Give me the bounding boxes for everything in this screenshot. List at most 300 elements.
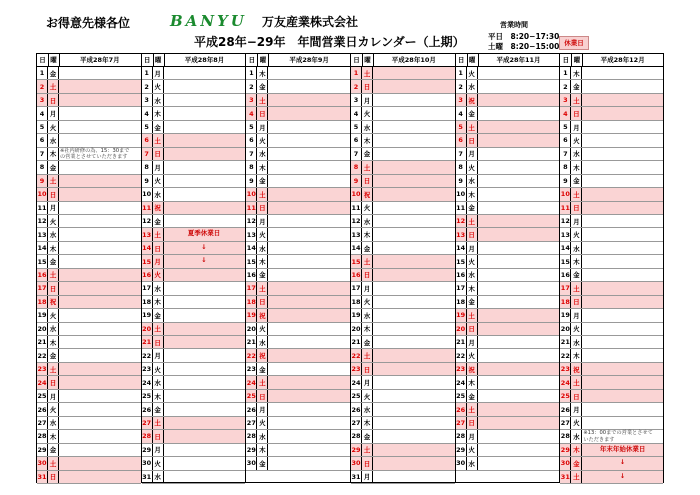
year-end-holiday-arrow: ↓ bbox=[619, 458, 626, 467]
day-note-cell bbox=[164, 471, 246, 483]
day-row bbox=[246, 255, 350, 268]
day-number: 15 bbox=[246, 255, 257, 267]
december-note: ※13：00までの営業とさせて いただきます bbox=[583, 430, 653, 443]
day-number: 8 bbox=[560, 161, 571, 173]
day-note-cell bbox=[478, 107, 560, 119]
day-note-cell bbox=[478, 255, 560, 267]
weekday: 水 bbox=[571, 336, 582, 348]
day-note-cell bbox=[268, 134, 350, 146]
weekday: 月 bbox=[153, 444, 164, 456]
weekday: 日 bbox=[467, 134, 478, 146]
day-row bbox=[142, 67, 246, 80]
holiday-row bbox=[37, 188, 141, 201]
day-row bbox=[560, 121, 663, 134]
day-note-cell bbox=[268, 417, 350, 429]
day-row bbox=[351, 282, 455, 295]
day-note-cell bbox=[582, 175, 663, 187]
weekday: 水 bbox=[467, 457, 478, 469]
day-note-cell bbox=[164, 296, 246, 308]
weekday: 火 bbox=[571, 228, 582, 240]
holiday-row bbox=[560, 363, 663, 376]
weekday: 日 bbox=[48, 376, 59, 388]
day-row bbox=[456, 255, 560, 268]
weekday: 水 bbox=[362, 121, 373, 133]
day-note-cell bbox=[373, 430, 455, 442]
holiday-row bbox=[351, 255, 455, 268]
day-note-cell bbox=[478, 309, 560, 321]
holiday-row bbox=[37, 282, 141, 295]
holiday-row bbox=[246, 349, 350, 362]
holiday-row bbox=[351, 188, 455, 201]
day-row bbox=[456, 296, 560, 309]
day-row bbox=[351, 94, 455, 107]
day-number: 28 bbox=[37, 430, 48, 442]
day-note-cell bbox=[582, 255, 663, 267]
weekday: 木 bbox=[467, 376, 478, 388]
day-row bbox=[37, 242, 141, 255]
day-row bbox=[246, 242, 350, 255]
weekday: 木 bbox=[362, 417, 373, 429]
day-number: 6 bbox=[456, 134, 467, 146]
weekday: 日 bbox=[257, 202, 268, 214]
day-note-cell bbox=[164, 417, 246, 429]
weekday: 土 bbox=[153, 323, 164, 335]
month-header bbox=[246, 54, 350, 67]
weekday: 木 bbox=[362, 228, 373, 240]
day-note-cell bbox=[582, 161, 663, 173]
weekday: 金 bbox=[153, 309, 164, 321]
day-note-cell bbox=[268, 323, 350, 335]
day-note-cell bbox=[164, 188, 246, 200]
weekday: 日 bbox=[257, 107, 268, 119]
weekday: 水 bbox=[362, 215, 373, 227]
day-note-cell bbox=[268, 242, 350, 254]
day-row bbox=[560, 323, 663, 336]
day-row bbox=[142, 80, 246, 93]
month-header bbox=[351, 54, 455, 67]
holiday-row bbox=[456, 323, 560, 336]
day-number: 26 bbox=[142, 403, 153, 415]
weekday: 月 bbox=[362, 376, 373, 388]
day-number: 13 bbox=[37, 228, 48, 240]
holiday-row bbox=[37, 296, 141, 309]
weekday: 木 bbox=[571, 349, 582, 361]
day-note-cell bbox=[582, 269, 663, 281]
month-title: 平成28年12月 bbox=[600, 56, 645, 64]
day-number: 6 bbox=[37, 134, 48, 146]
weekday: 土 bbox=[571, 94, 582, 106]
day-row bbox=[246, 444, 350, 457]
day-number: 24 bbox=[560, 376, 571, 388]
day-note-cell bbox=[478, 121, 560, 133]
weekday: 火 bbox=[153, 269, 164, 281]
day-note-cell bbox=[478, 242, 560, 254]
day-number: 17 bbox=[142, 282, 153, 294]
day-note-cell bbox=[582, 148, 663, 160]
holiday-row bbox=[37, 269, 141, 282]
day-number: 26 bbox=[351, 403, 362, 415]
day-row bbox=[456, 107, 560, 120]
day-number: 1 bbox=[142, 67, 153, 79]
day-number: 19 bbox=[37, 309, 48, 321]
day-row bbox=[351, 202, 455, 215]
day-number: 6 bbox=[142, 134, 153, 146]
weekday: 金 bbox=[48, 255, 59, 267]
day-note-cell bbox=[164, 107, 246, 119]
day-note-cell bbox=[268, 161, 350, 173]
day-note-cell bbox=[582, 403, 663, 415]
day-number: 12 bbox=[142, 215, 153, 227]
day-note-cell bbox=[59, 390, 141, 402]
day-row bbox=[37, 107, 141, 120]
weekday: 日 bbox=[257, 390, 268, 402]
day-number: 11 bbox=[351, 202, 362, 214]
day-number: 29 bbox=[246, 444, 257, 456]
weekday: 金 bbox=[257, 80, 268, 92]
day-number: 24 bbox=[351, 376, 362, 388]
day-number: 2 bbox=[37, 80, 48, 92]
day-row bbox=[456, 282, 560, 295]
day-number: 7 bbox=[456, 148, 467, 160]
day-number: 5 bbox=[246, 121, 257, 133]
day-number: 1 bbox=[37, 67, 48, 79]
day-note-cell bbox=[268, 202, 350, 214]
day-number: 27 bbox=[351, 417, 362, 429]
day-row bbox=[560, 349, 663, 362]
weekday: 水 bbox=[362, 309, 373, 321]
day-note-cell bbox=[268, 457, 350, 469]
day-note-cell bbox=[59, 430, 141, 442]
day-row bbox=[351, 376, 455, 389]
calendar-grid bbox=[36, 53, 664, 483]
day-row bbox=[456, 80, 560, 93]
day-note-cell bbox=[373, 202, 455, 214]
day-note-cell bbox=[164, 67, 246, 79]
month-column bbox=[141, 53, 247, 483]
month-header bbox=[456, 54, 560, 67]
day-row bbox=[37, 323, 141, 336]
weekday: 木 bbox=[153, 390, 164, 402]
day-note-cell bbox=[164, 202, 246, 214]
weekday: 火 bbox=[48, 403, 59, 415]
day-note-cell bbox=[373, 121, 455, 133]
day-note-cell bbox=[59, 67, 141, 79]
day-note-cell bbox=[582, 80, 663, 92]
weekday: 火 bbox=[467, 444, 478, 456]
day-row bbox=[456, 67, 560, 80]
holiday-row bbox=[37, 94, 141, 107]
day-row bbox=[142, 94, 246, 107]
day-row bbox=[37, 309, 141, 322]
day-number: 13 bbox=[142, 228, 153, 240]
day-note-cell bbox=[268, 403, 350, 415]
weekday: 土 bbox=[257, 94, 268, 106]
day-note-cell bbox=[478, 161, 560, 173]
day-row bbox=[456, 188, 560, 201]
day-number: 23 bbox=[351, 363, 362, 375]
weekday: 土 bbox=[467, 403, 478, 415]
day-row bbox=[37, 349, 141, 362]
weekday: 木 bbox=[153, 107, 164, 119]
weekday: 日 bbox=[48, 188, 59, 200]
july-note: ※社内研修の為、15：30まで の営業とさせていただきます bbox=[60, 147, 130, 161]
day-note-cell bbox=[582, 282, 663, 294]
weekday: 土 bbox=[362, 67, 373, 79]
day-note-cell bbox=[59, 323, 141, 335]
day-row bbox=[456, 269, 560, 282]
weekday: 金 bbox=[571, 457, 582, 469]
day-number: 7 bbox=[142, 148, 153, 160]
day-note-cell bbox=[373, 215, 455, 227]
day-number: 29 bbox=[142, 444, 153, 456]
weekday: 水 bbox=[571, 242, 582, 254]
day-number: 3 bbox=[456, 94, 467, 106]
day-number: 16 bbox=[456, 269, 467, 281]
day-row bbox=[351, 215, 455, 228]
day-note-cell bbox=[582, 349, 663, 361]
day-number: 20 bbox=[37, 323, 48, 335]
weekday: 月 bbox=[571, 121, 582, 133]
month-title: 平成28年11月 bbox=[496, 56, 541, 64]
day-row bbox=[246, 457, 350, 470]
day-row bbox=[560, 269, 663, 282]
day-number: 21 bbox=[37, 336, 48, 348]
weekday: 火 bbox=[571, 417, 582, 429]
weekday: 土 bbox=[48, 269, 59, 281]
holiday-row bbox=[142, 202, 246, 215]
weekday: 金 bbox=[257, 457, 268, 469]
day-note-cell bbox=[164, 336, 246, 348]
page-title: 平成28年−29年 年間営業日カレンダー（上期） bbox=[194, 35, 465, 49]
weekday: 日 bbox=[571, 296, 582, 308]
month-column bbox=[559, 53, 664, 483]
day-row bbox=[246, 121, 350, 134]
day-number: 8 bbox=[142, 161, 153, 173]
day-note-cell bbox=[268, 228, 350, 240]
day-row bbox=[142, 161, 246, 174]
day-row bbox=[142, 376, 246, 389]
day-number: 2 bbox=[142, 80, 153, 92]
day-row bbox=[246, 403, 350, 416]
day-row bbox=[456, 175, 560, 188]
weekday: 金 bbox=[571, 80, 582, 92]
day-note-cell bbox=[164, 121, 246, 133]
day-note-cell bbox=[268, 363, 350, 375]
holiday-row bbox=[246, 107, 350, 120]
weekday-column-header: 曜 bbox=[153, 54, 165, 66]
weekday: 水 bbox=[571, 430, 582, 442]
day-number: 6 bbox=[246, 134, 257, 146]
day-note-cell bbox=[164, 444, 246, 456]
day-note-cell bbox=[373, 282, 455, 294]
day-note-cell bbox=[59, 107, 141, 119]
day-note-cell bbox=[373, 323, 455, 335]
day-number: 20 bbox=[560, 323, 571, 335]
holiday-row bbox=[560, 376, 663, 389]
weekday: 火 bbox=[257, 228, 268, 240]
day-number: 12 bbox=[456, 215, 467, 227]
day-note-cell bbox=[373, 376, 455, 388]
day-number: 18 bbox=[351, 296, 362, 308]
day-row bbox=[560, 228, 663, 241]
holiday-row bbox=[142, 134, 246, 147]
weekday: 火 bbox=[48, 121, 59, 133]
day-row bbox=[351, 403, 455, 416]
day-note-cell bbox=[478, 457, 560, 469]
day-note-cell bbox=[59, 161, 141, 173]
day-number: 15 bbox=[351, 255, 362, 267]
day-note-cell bbox=[373, 403, 455, 415]
day-number: 28 bbox=[456, 430, 467, 442]
day-note-cell bbox=[582, 94, 663, 106]
holiday-row bbox=[351, 444, 455, 457]
weekday: 水 bbox=[48, 417, 59, 429]
weekday: 火 bbox=[362, 296, 373, 308]
day-number: 16 bbox=[37, 269, 48, 281]
day-number: 17 bbox=[456, 282, 467, 294]
weekday: 土 bbox=[48, 457, 59, 469]
weekday: 日 bbox=[362, 175, 373, 187]
weekday: 木 bbox=[48, 148, 59, 160]
day-number: 23 bbox=[37, 363, 48, 375]
day-number: 12 bbox=[351, 215, 362, 227]
day-note-cell bbox=[582, 121, 663, 133]
day-number: 18 bbox=[142, 296, 153, 308]
day-number: 11 bbox=[560, 202, 571, 214]
weekday-column-header: 曜 bbox=[257, 54, 269, 66]
day-note-cell bbox=[582, 215, 663, 227]
day-row bbox=[560, 403, 663, 416]
day-number: 4 bbox=[560, 107, 571, 119]
day-note-cell bbox=[164, 309, 246, 321]
day-number: 11 bbox=[142, 202, 153, 214]
day-number: 31 bbox=[37, 471, 48, 483]
holiday-row bbox=[37, 457, 141, 470]
weekday: 木 bbox=[467, 282, 478, 294]
day-row bbox=[37, 336, 141, 349]
day-note-cell bbox=[268, 121, 350, 133]
day-note-cell bbox=[582, 363, 663, 375]
holiday-row bbox=[37, 376, 141, 389]
day-number: 4 bbox=[351, 107, 362, 119]
weekday: 金 bbox=[48, 161, 59, 173]
day-number: 2 bbox=[351, 80, 362, 92]
day-note-cell bbox=[478, 323, 560, 335]
day-note-cell bbox=[268, 94, 350, 106]
day-number: 3 bbox=[560, 94, 571, 106]
day-number: 9 bbox=[456, 175, 467, 187]
weekday: 水 bbox=[257, 336, 268, 348]
day-row bbox=[456, 444, 560, 457]
day-number: 21 bbox=[351, 336, 362, 348]
day-number: 14 bbox=[142, 242, 153, 254]
weekday: 火 bbox=[153, 80, 164, 92]
day-row bbox=[351, 134, 455, 147]
day-number: 31 bbox=[142, 471, 153, 483]
day-row bbox=[456, 148, 560, 161]
day-row bbox=[142, 457, 246, 470]
holiday-row bbox=[246, 94, 350, 107]
day-row bbox=[142, 296, 246, 309]
weekday: 土 bbox=[257, 376, 268, 388]
day-note-cell bbox=[268, 430, 350, 442]
day-number: 10 bbox=[560, 188, 571, 200]
weekday: 水 bbox=[153, 282, 164, 294]
holiday-row bbox=[142, 417, 246, 430]
day-note-cell bbox=[164, 80, 246, 92]
day-row bbox=[560, 175, 663, 188]
day-note-cell bbox=[268, 444, 350, 456]
day-row bbox=[142, 444, 246, 457]
weekday: 月 bbox=[153, 255, 164, 267]
day-number: 3 bbox=[246, 94, 257, 106]
day-row bbox=[246, 336, 350, 349]
day-note-cell bbox=[164, 457, 246, 469]
weekday: 日 bbox=[153, 242, 164, 254]
day-number: 17 bbox=[351, 282, 362, 294]
day-number: 29 bbox=[560, 444, 571, 456]
weekday: 金 bbox=[153, 121, 164, 133]
weekday: 土 bbox=[153, 134, 164, 146]
day-row bbox=[37, 255, 141, 268]
weekday: 火 bbox=[48, 215, 59, 227]
day-number: 22 bbox=[142, 349, 153, 361]
weekday: 月 bbox=[48, 390, 59, 402]
day-note-cell bbox=[478, 417, 560, 429]
holiday-row bbox=[560, 282, 663, 295]
summer-holiday-label: 夏季休業日 bbox=[187, 229, 221, 238]
weekday: 土 bbox=[467, 215, 478, 227]
day-note-cell bbox=[268, 188, 350, 200]
weekday: 土 bbox=[362, 444, 373, 456]
day-note-cell bbox=[478, 202, 560, 214]
weekday: 土 bbox=[257, 282, 268, 294]
day-number: 20 bbox=[246, 323, 257, 335]
day-number: 25 bbox=[246, 390, 257, 402]
day-row bbox=[351, 390, 455, 403]
day-note-cell bbox=[373, 269, 455, 281]
day-number: 13 bbox=[351, 228, 362, 240]
holiday-row bbox=[142, 269, 246, 282]
holiday-row bbox=[351, 80, 455, 93]
day-number: 1 bbox=[351, 67, 362, 79]
day-note-cell bbox=[268, 376, 350, 388]
weekday: 祝 bbox=[571, 363, 582, 375]
day-note-cell bbox=[59, 296, 141, 308]
weekday: 月 bbox=[362, 471, 373, 483]
day-note-cell bbox=[373, 175, 455, 187]
day-number: 22 bbox=[351, 349, 362, 361]
weekday: 月 bbox=[153, 161, 164, 173]
weekday: 木 bbox=[257, 444, 268, 456]
weekday-column-header: 曜 bbox=[467, 54, 479, 66]
day-note-cell bbox=[59, 309, 141, 321]
month-header bbox=[142, 54, 246, 67]
weekday: 月 bbox=[467, 336, 478, 348]
day-row bbox=[37, 215, 141, 228]
holiday-row bbox=[37, 471, 141, 484]
day-row bbox=[246, 161, 350, 174]
weekday: 水 bbox=[48, 228, 59, 240]
day-number: 10 bbox=[246, 188, 257, 200]
weekday: 火 bbox=[153, 175, 164, 187]
holiday-row bbox=[246, 188, 350, 201]
day-row bbox=[142, 363, 246, 376]
weekday: 日 bbox=[48, 94, 59, 106]
day-note-cell bbox=[59, 363, 141, 375]
day-number: 18 bbox=[37, 296, 48, 308]
day-note-cell bbox=[478, 215, 560, 227]
